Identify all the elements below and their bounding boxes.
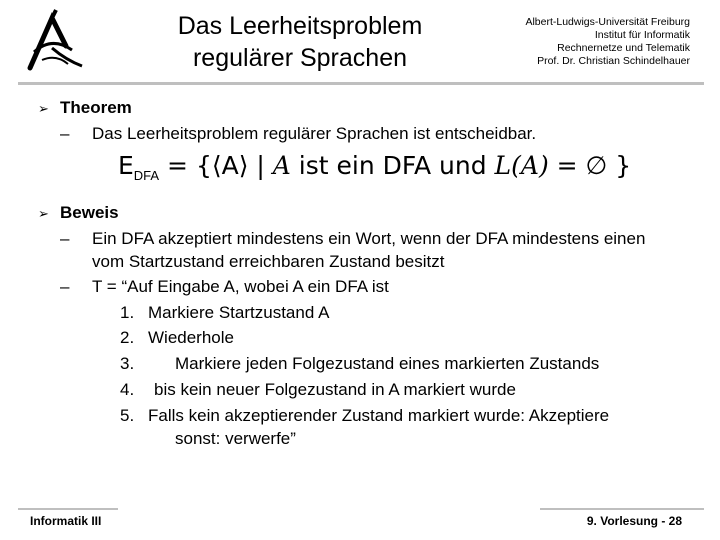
formula-var-a: A [272, 151, 291, 180]
proof-point-2 [60, 274, 389, 299]
footer-course: Informatik III [30, 514, 102, 528]
title-line-2: regulärer Sprachen [192, 44, 407, 72]
proof-point-2-text: T = “Auf Eingabe A, wobei A ein DFA ist [92, 277, 389, 296]
affiliation-chair: Rechnernetze und Telematik [557, 42, 690, 54]
formula-lhs-subscript: DFA [133, 168, 160, 183]
university-logo-icon [22, 8, 92, 72]
proof-point-1-line-2: vom Startzustand erreichbaren Zustand besitzt [92, 252, 445, 271]
step-text: bis kein neuer Folgezustand in A markiert wurde [154, 380, 516, 399]
footer-rule-right [540, 508, 704, 510]
dash-marker: – [60, 124, 70, 143]
step-text: Markiere Startzustand A [148, 303, 330, 322]
step-number: 5. [120, 406, 135, 425]
proof-step-1 [120, 300, 329, 325]
step-number: 4. [120, 380, 135, 399]
dash-marker: – [60, 229, 70, 248]
step-number: 3. [120, 354, 135, 373]
footer-rule-left [18, 508, 118, 510]
step-text: Markiere jeden Folgezustand eines markierten Zustands [175, 354, 600, 373]
formula-lang-arg: (A) [511, 151, 549, 180]
affiliation-professor: Prof. Dr. Christian Schindelhauer [537, 55, 690, 67]
proof-bullet [38, 203, 119, 224]
proof-step-4 [120, 377, 516, 402]
theorem-formula [118, 150, 631, 192]
formula-rhs-prefix: = {⟨A⟩ | [167, 151, 273, 180]
formula-mid-text: ist ein DFA und [290, 151, 495, 180]
step-number: 2. [120, 328, 135, 347]
theorem-heading: Theorem [60, 98, 132, 117]
slide-title [120, 10, 480, 74]
step-text: Wiederhole [148, 328, 234, 347]
arrow-bullet-icon: ➢ [38, 206, 49, 221]
header-divider [18, 82, 704, 85]
proof-point-1 [60, 226, 645, 251]
proof-step-5 [120, 403, 609, 428]
affiliation-institute: Institut für Informatik [594, 29, 690, 41]
formula-rhs-suffix: = ∅ } [548, 151, 632, 180]
proof-step-2 [120, 325, 234, 350]
title-line-1: Das Leerheitsproblem [177, 12, 423, 40]
proof-step-5-continuation: sonst: verwerfe” [175, 429, 296, 448]
theorem-statement [60, 121, 536, 146]
proof-heading: Beweis [60, 203, 119, 222]
theorem-statement-text: Das Leerheitsproblem regulärer Sprachen ist entscheidbar. [92, 124, 537, 143]
proof-step-3 [120, 351, 599, 376]
proof-point-1-line-1: Ein DFA akzeptiert mindestens ein Wort, wenn der DFA mindestens einen [92, 229, 646, 248]
footer-lecture-page: 9. Vorlesung - 28 [586, 514, 682, 528]
step-number: 1. [120, 303, 135, 322]
step-text: Falls kein akzeptierender Zustand markiert wurde: Akzeptiere [148, 406, 610, 425]
arrow-bullet-icon: ➢ [38, 101, 49, 116]
affiliation-block [490, 16, 690, 68]
theorem-bullet [38, 98, 132, 119]
affiliation-university: Albert-Ludwigs-Universität Freiburg [525, 16, 690, 28]
formula-lang: L [494, 151, 512, 180]
dash-marker: – [60, 277, 70, 296]
formula-lhs: E [118, 151, 134, 180]
